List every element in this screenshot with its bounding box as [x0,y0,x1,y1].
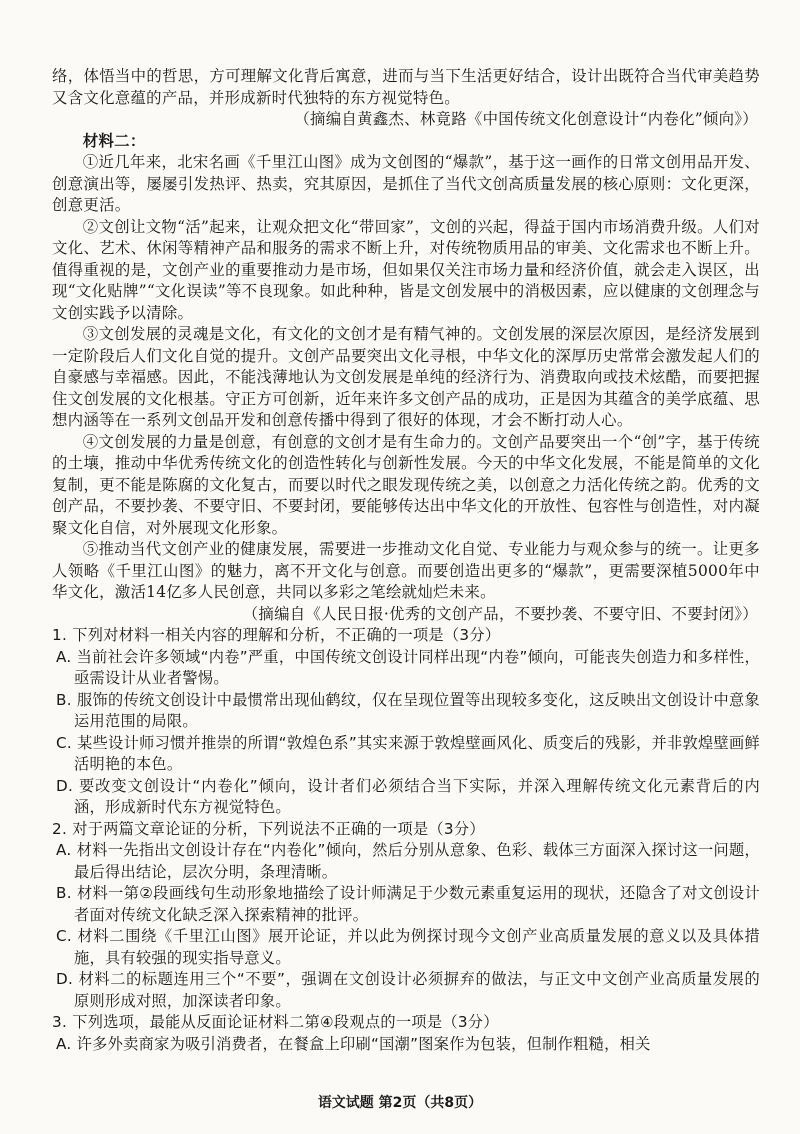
question-1-option-c: C. 某些设计师习惯并推崇的所谓“敦煌色系”其实来源于敦煌壁画风化、质变后的残影，并非敦煌壁画鲜活明艳的本色。 [56,733,760,773]
question-1-option-b: B. 服饰的传统文创设计中最惯常出现仙鹤纹，仅在呈现位置等出现较多变化，这反映出文创设计中意象运用范围的局限。 [56,690,760,730]
material2-paragraph-5: ⑤推动当代文创产业的健康发展，需要进一步推动文化自觉、专业能力与观众参与的统一。让更多人领略《千里江山图》的魅力，离不开文化与创意。而要创造出更多的“爆款”，更需要深植5000年中华文化，激活14亿多人民创意，共同以多彩之笔绘就灿烂未来。 [52,540,760,601]
question-2-option-c: C. 材料二围绕《千里江山图》展开论证，并以此为例探讨现今文创产业高质量发展的意义以及具体措施，具有较强的现实指导意义。 [56,927,760,967]
material2-paragraph-4: ④文创发展的力量是创意，有创意的文创才是有生命力的。文创产品要突出一个“创”字，基于传统的土壤，推动中华优秀传统文化的创造性转化与创新性发展。今天的中华文化发展，不能是简单的文化复制，更不能是陈腐的文化复古，而要以时代之眼发现传统之美，以创意之力活化传统之韵。优秀的文创产品，不要抄袭、不要守旧、不要封闭，要能够传达出中华文化的开放性、包容性与创造性，对内凝聚文化自信，对外展现文化形象。 [52,432,760,537]
source-note-1: （摘编自黄鑫杰、林竟路《中国传统文化创意设计“内卷化”倾向》） [294,110,758,128]
question-3-stem: 3. 下列选项，最能从反面论证材料二第④段观点的一项是（3分） [52,1013,499,1031]
page-footer: 语文试题 第2页（共8页） [317,1095,483,1111]
question-2-option-a: A. 材料一先指出文创设计存在“内卷化”倾向，然后分别从意象、色彩、载体三方面深入探讨这一问题，最后得出结论，层次分明，条理清晰。 [56,841,760,881]
material2-heading: 材料二： [82,131,146,150]
question-2-option-b: B. 材料一第②段画线句生动形象地描绘了设计师满足于少数元素重复运用的现状，还隐含了对文创设计者面对传统文化缺乏深入探索精神的批评。 [56,884,760,924]
question-3-option-a: A. 许多外卖商家为吸引消费者，在餐盒上印刷“国潮”图案作为包装，但制作粗糙，相关 [56,1034,651,1053]
exam-page [52,66,760,1055]
material2-paragraph-1: ①近几年来，北宋名画《千里江山图》成为文创图的“爆款”，基于这一画作的日常文创用品开发、创意演出等，屡屡引发热评、热卖，究其原因，是抓住了当代文创高质量发展的核心原则：文化更深，创意更活。 [52,153,760,214]
top-paragraph: 络，体悟当中的哲思，方可理解文化背后寓意，进而与当下生活更好结合，设计出既符合当代审美趋势又含文化意蕴的产品，并形成新时代独特的东方视觉特色。 [52,67,760,107]
question-2-stem: 2. 对于两篇文章论证的分析，下列说法不正确的一项是（3分） [52,819,485,838]
source-note-2: （摘编自《人民日报·优秀的文创产品，不要抄袭、不要守旧、不要封闭》） [242,604,758,623]
question-1-option-a: A. 当前社会许多领域“内卷”严重，中国传统文创设计同样出现“内卷”倾向，可能丧失创造力和多样性，亟需设计从业者警惕。 [56,647,760,687]
material2-paragraph-2: ②文创让文物“活”起来，让观众把文化“带回家”，文创的兴起，得益于国内市场消费升级。人们对文化、艺术、休闲等精神产品和服务的需求不断上升，对传统物质用品的审美、文化需求也不断上升。值得重视的是，文创产业的重要推动力是市场，但如果仅关注市场力量和经济价值，就会走入误区，出现“文化贴牌”“文化误读”等不良现象。如此种种，皆是文创发展中的消极因素，应以健康的文创理念与文创实践予以清除。 [52,217,760,322]
question-1-stem: 1. 下列对材料一相关内容的理解和分析，不正确的一项是（3分） [52,626,501,644]
question-1-option-d: D. 要改变文创设计“内卷化”倾向，设计者们必须结合当下实际，并深入理解传统文化元素背后的内涵，形成新时代东方视觉特色。 [56,776,760,816]
question-2-option-d: D. 材料二的标题连用三个“不要”，强调在文创设计必须摒弃的做法，与正文中文创产业高质量发展的原则形成对照，加深读者印象。 [56,970,760,1010]
material2-paragraph-3: ③文创发展的灵魂是文化，有文化的文创才是有精气神的。文创发展的深层次原因，是经济发展到一定阶段后人们文化自觉的提升。文创产品要突出文化寻根，中华文化的深厚历史常常会激发起人们的自豪感与幸福感。因此，不能浅薄地认为文创发展是单纯的经济行为、消费取向或技术炫酷，而要把握住文创发展的文化根基。守正方可创新，近年来许多文创产品的成功，正是因为其蕴含的美学底蕴、思想内涵等在一系列文创品开发和创意传播中得到了很好的体现，才会不断打动人心。 [52,325,760,429]
